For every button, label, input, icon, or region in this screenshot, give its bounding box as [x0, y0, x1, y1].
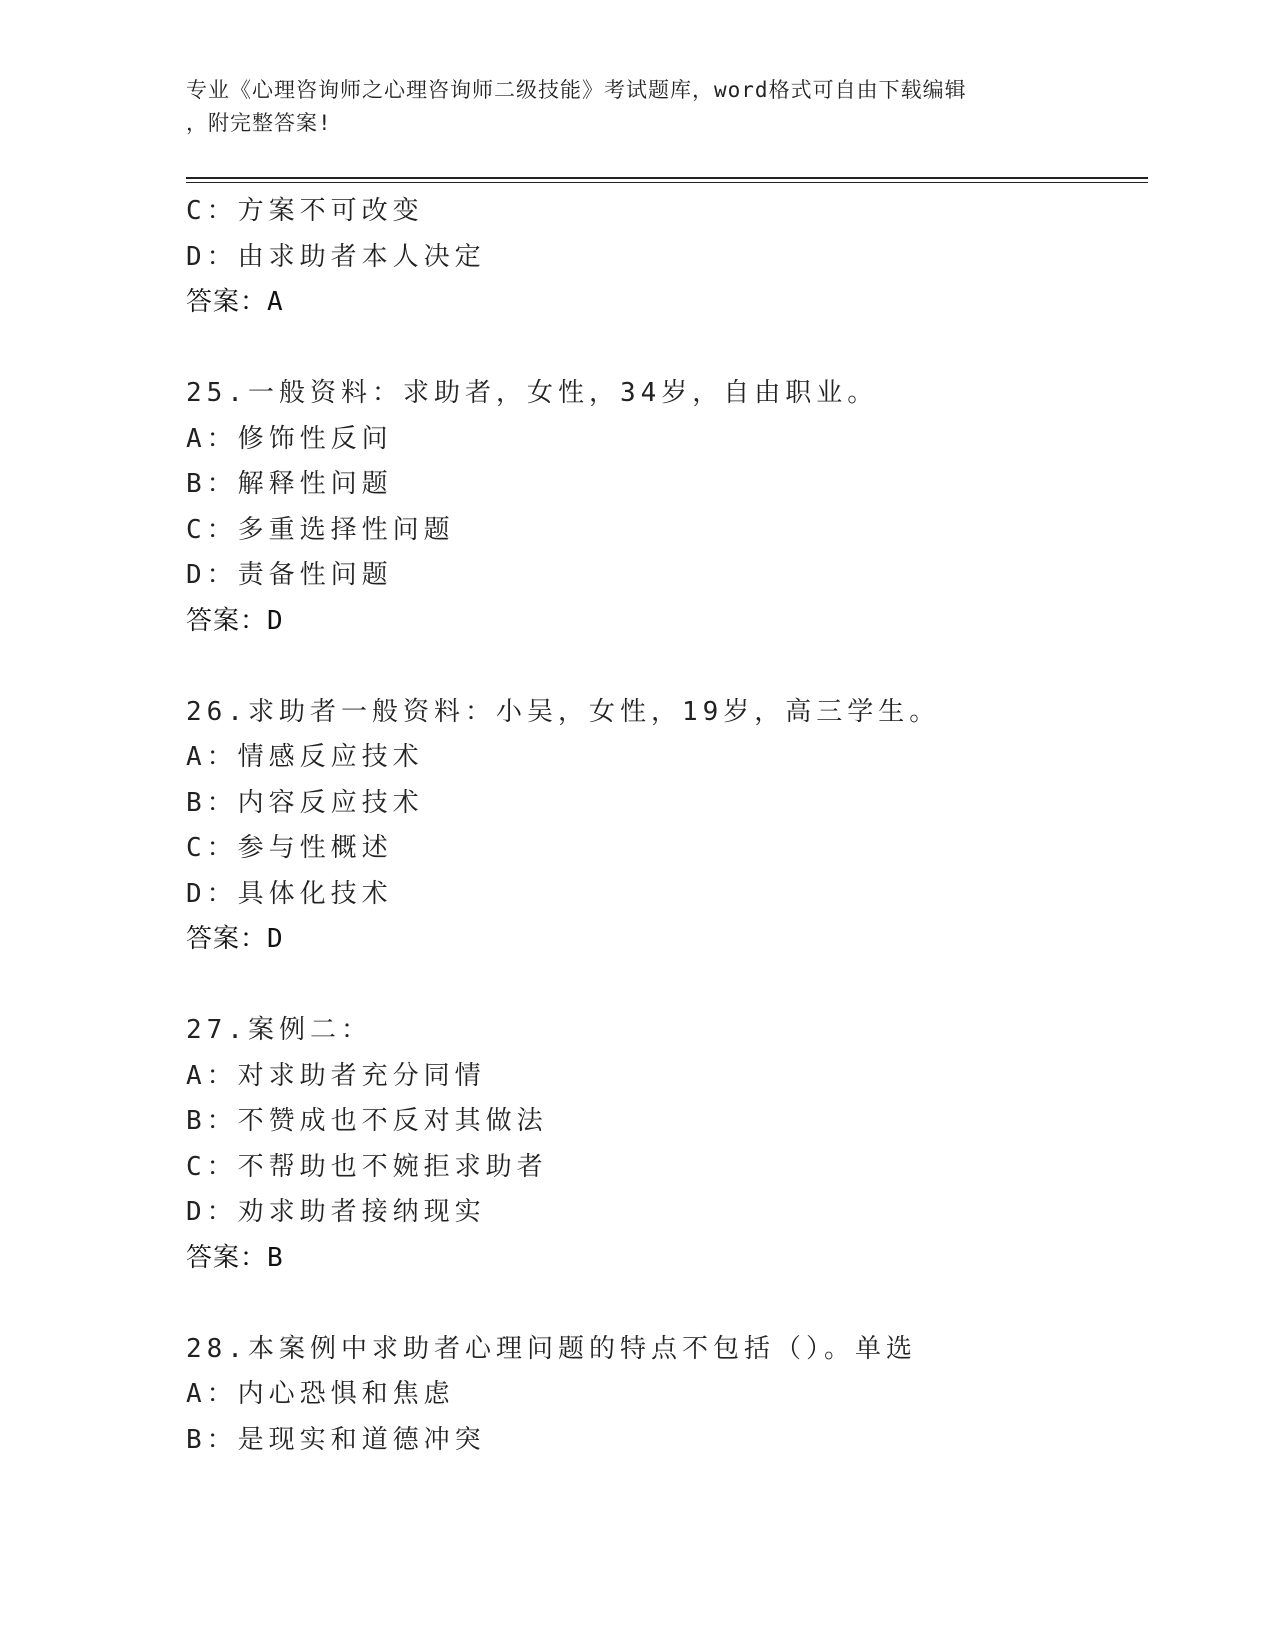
- question-24-continued: [186, 189, 1146, 326]
- answer-line: 答案：D: [186, 924, 284, 954]
- spacer: [186, 1281, 1146, 1327]
- option-d: D：具体化技术: [186, 878, 393, 909]
- option-d: D：由求助者本人决定: [186, 241, 486, 272]
- question-26: [186, 690, 1146, 963]
- option-a: A：对求助者充分同情: [186, 1060, 486, 1091]
- question-27: [186, 1008, 1146, 1281]
- option-c: C：方案不可改变: [186, 196, 424, 226]
- option-d: D：劝求助者接纳现实: [186, 1197, 486, 1227]
- question-stem: 27.案例二：: [186, 1015, 372, 1045]
- document-header: [186, 74, 1086, 140]
- question-25: [186, 371, 1146, 644]
- answer-line: 答案：A: [186, 287, 284, 317]
- option-b: B：内容反应技术: [186, 787, 424, 818]
- option-a: A：内心恐惧和焦虑: [186, 1379, 455, 1409]
- option-b: B：是现实和道德冲突: [186, 1424, 486, 1455]
- option-c: C：不帮助也不婉拒求助者: [186, 1151, 548, 1182]
- header-line-1: 专业《心理咨询师之心理咨询师二级技能》考试题库，word格式可自由下载编辑: [186, 78, 967, 102]
- option-b: B：不赞成也不反对其做法: [186, 1106, 548, 1136]
- question-stem: 28.本案例中求助者心理问题的特点不包括（）。单选: [186, 1333, 917, 1364]
- option-a: A：修饰性反问: [186, 423, 393, 454]
- spacer: [186, 644, 1146, 690]
- question-content: [186, 189, 1146, 1463]
- option-d: D：责备性问题: [186, 560, 393, 590]
- option-c: C：参与性概述: [186, 833, 393, 863]
- option-b: B：解释性问题: [186, 469, 393, 499]
- question-stem: 26.求助者一般资料：小吴，女性，19岁，高三学生。: [186, 696, 941, 727]
- spacer: [186, 326, 1146, 372]
- answer-line: 答案：B: [186, 1242, 284, 1273]
- question-28: [186, 1327, 1146, 1464]
- header-rule-thick: [186, 177, 1148, 179]
- spacer: [186, 963, 1146, 1009]
- option-a: A：情感反应技术: [186, 742, 424, 772]
- header-rule-thin: [186, 182, 1148, 183]
- question-stem: 25.一般资料：求助者，女性，34岁，自由职业。: [186, 378, 879, 408]
- answer-line: 答案：D: [186, 605, 284, 636]
- option-c: C：多重选择性问题: [186, 514, 455, 545]
- header-line-2: ，附完整答案!: [186, 111, 332, 135]
